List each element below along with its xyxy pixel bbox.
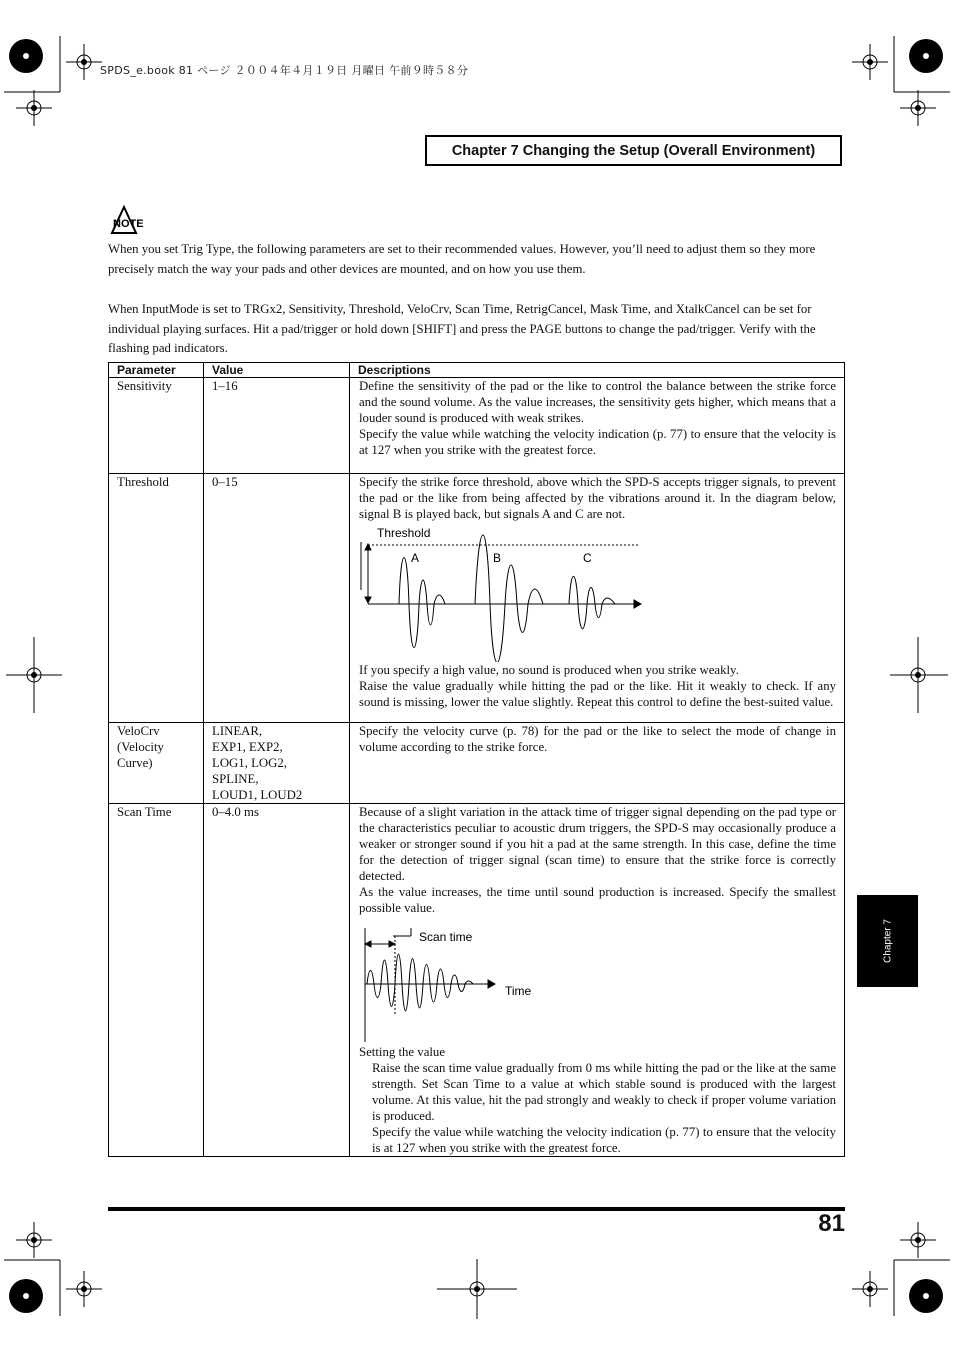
parameter-table xyxy=(108,362,845,1157)
print-info-line: SPDS_e.book 81 ページ ２００４年４月１９日 月曜日 午前９時５８分 xyxy=(100,64,469,77)
page-number: 81 xyxy=(818,1210,845,1237)
param-cell: Threshold xyxy=(109,474,204,723)
desc-text: Raise the scan time value gradually from 0 ms while hitting the pad or the like at the same strength. Set Scan Time to a value at which stable sound is produced with the largest volume. At this value, hit the pad strongly and weakly to check if proper volume variation is produced. xyxy=(372,1061,836,1123)
scan-signal-wave xyxy=(367,954,473,1011)
param-cell: Sensitivity xyxy=(109,378,204,474)
note-icon xyxy=(110,205,152,235)
desc-text: Specify the strike force threshold, above which the SPD-S accepts trigger signals, to prevent the pad or the like from being affected by the vibrations around it. In the diagram below, signal B is played back, but signals A and C are not. xyxy=(359,475,836,521)
param-cell: Scan Time xyxy=(109,804,204,1157)
note-icon-label: NOTE xyxy=(113,218,144,230)
chapter-title: Chapter 7 Changing the Setup (Overall Environment) xyxy=(425,135,842,166)
desc-text: Because of a slight variation in the attack time of trigger signal depending on the pad type or the characteristics peculiar to acoustic drum triggers, the SPD-S may occasionally produce a weaker or stronger sound if you hit a pad at the same strength. In this case, define the time for the detection of trigger signal (scan time) to ensure that the strike force is correctly detected. xyxy=(359,805,836,883)
desc-text: As the value increases, the time until sound production is increased. Specify the smallest possible value. xyxy=(359,885,836,915)
desc-cell xyxy=(350,474,845,723)
time-axis-label: Time xyxy=(505,984,532,998)
value-cell xyxy=(204,723,350,804)
footer-rule xyxy=(108,1207,845,1211)
value-cell: 0–4.0 ms xyxy=(204,804,350,1157)
param-line: (Velocity xyxy=(117,740,164,754)
desc-text: If you specify a high value, no sound is produced when you strike weakly. xyxy=(359,663,739,677)
desc-text: Define the sensitivity of the pad or the like to control the balance between the strike force and the sound volume. As the value increases, the sensitivity gets higher, which means that a louder sound is produced with weak strikes. xyxy=(359,379,836,425)
table-row xyxy=(109,723,845,804)
desc-text: Specify the value while watching the velocity indication (p. 77) to ensure that the velocity is at 127 when you strike with the greatest force. xyxy=(372,1125,836,1155)
value-line: LOG1, LOG2, xyxy=(212,756,287,770)
scan-time-label: Scan time xyxy=(419,930,473,944)
desc-cell xyxy=(350,804,845,1157)
column-header: Parameter xyxy=(109,363,204,378)
param-line: VeloCrv xyxy=(117,724,160,738)
table-row xyxy=(109,378,845,474)
table-row xyxy=(109,804,845,1157)
desc-cell xyxy=(350,723,845,804)
signal-a-wave xyxy=(399,558,445,648)
desc-cell xyxy=(350,378,845,474)
threshold-label: Threshold xyxy=(377,526,431,540)
chapter-side-tab-label: Chapter 7 xyxy=(882,919,893,963)
signal-b-label: B xyxy=(493,551,502,565)
note-paragraph-2: When InputMode is set to TRGx2, Sensitivity, Threshold, VeloCrv, Scan Time, RetrigCancel, Mask Time, and XtalkCancel can be set for individual playing surfaces. Hit a pad/trigger or hold down [SHIFT] and press the PAGE buttons to change the pad/trigger. Verify with the flashing pad indicators. xyxy=(108,302,816,356)
threshold-diagram xyxy=(359,522,659,662)
desc-text: Specify the value while watching the velocity indication (p. 77) to ensure that the velocity is at 127 when you strike with the greatest force. xyxy=(359,427,836,457)
value-line: LOUD1, LOUD2 xyxy=(212,788,303,802)
column-header: Descriptions xyxy=(350,363,845,378)
value-line: SPLINE, xyxy=(212,772,259,786)
param-cell xyxy=(109,723,204,804)
value-cell: 1–16 xyxy=(204,378,350,474)
desc-heading: Setting the value xyxy=(359,1045,446,1059)
param-line: Curve) xyxy=(117,756,153,770)
signal-c-label: C xyxy=(583,551,592,565)
desc-text: Specify the velocity curve (p. 78) for the pad or the like to select the mode of change in volume according to the strike force. xyxy=(359,724,836,754)
value-cell: 0–15 xyxy=(204,474,350,723)
chapter-side-tab xyxy=(857,895,918,987)
table-header-row xyxy=(109,363,845,378)
signal-b-wave xyxy=(475,535,543,662)
value-line: LINEAR, xyxy=(212,724,263,738)
value-line: EXP1, EXP2, xyxy=(212,740,283,754)
desc-text: Raise the value gradually while hitting the pad or the like. Hit it weakly to check. If any sound is missing, lower the value slightly. Repeat this control to define the best-suited value. xyxy=(359,679,836,709)
note-paragraph-1: When you set Trig Type, the following parameters are set to their recommended values. However, you’ll need to adjust them so they more precisely match the way your pads and other devices are mounted, and on how you use them. xyxy=(108,242,816,276)
scan-time-diagram xyxy=(359,916,559,1044)
signal-c-wave xyxy=(569,576,615,629)
signal-a-label: A xyxy=(411,551,420,565)
column-header: Value xyxy=(204,363,350,378)
table-row xyxy=(109,474,845,723)
